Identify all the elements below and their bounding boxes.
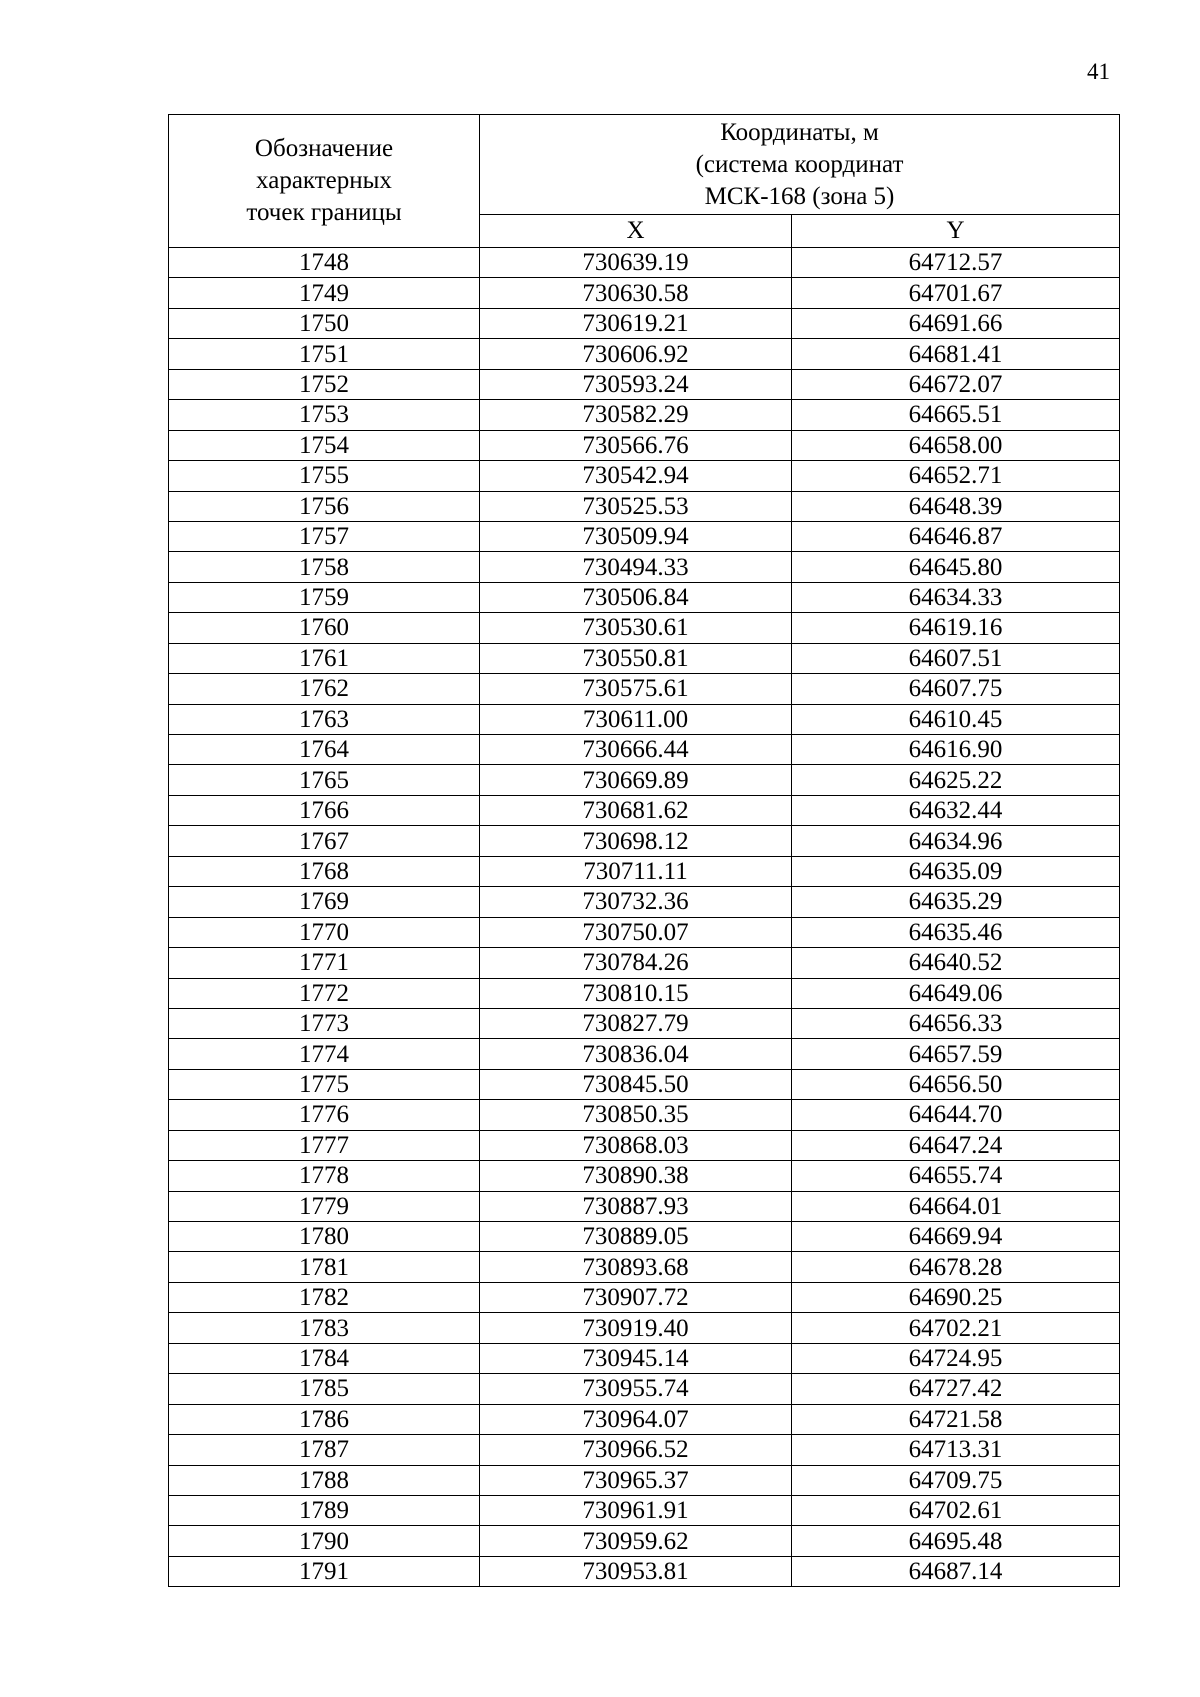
table-row: [169, 917, 1120, 947]
y-coordinate-cell: 64635.46: [792, 917, 1120, 947]
table-row: [169, 521, 1120, 551]
table-row: [169, 1404, 1120, 1434]
table-row: [169, 1252, 1120, 1282]
header-coordinates-line-2: (система координат: [695, 150, 904, 178]
x-coordinate-cell: 730619.21: [480, 308, 792, 338]
table-row: [169, 1008, 1120, 1038]
table-row: [169, 1191, 1120, 1221]
x-coordinate-cell: 730965.37: [480, 1465, 792, 1495]
page-number: 41: [1087, 59, 1110, 84]
table-row: [169, 674, 1120, 704]
table-row: [169, 643, 1120, 673]
y-coordinate-cell: 64635.29: [792, 887, 1120, 917]
table-row: [169, 369, 1120, 399]
x-coordinate-cell: 730836.04: [480, 1039, 792, 1069]
point-id-cell: 1753: [169, 400, 480, 430]
y-coordinate-cell: 64669.94: [792, 1222, 1120, 1252]
y-coordinate-cell: 64616.90: [792, 735, 1120, 765]
y-coordinate-cell: 64664.01: [792, 1191, 1120, 1221]
table-row: [169, 248, 1120, 278]
y-coordinate-cell: 64645.80: [792, 552, 1120, 582]
y-coordinate-cell: 64702.21: [792, 1313, 1120, 1343]
y-coordinate-cell: 64647.24: [792, 1130, 1120, 1160]
table-row: [169, 795, 1120, 825]
x-coordinate-cell: 730850.35: [480, 1100, 792, 1130]
table-row: [169, 400, 1120, 430]
x-coordinate-cell: 730711.11: [480, 856, 792, 886]
y-coordinate-cell: 64619.16: [792, 613, 1120, 643]
x-coordinate-cell: 730630.58: [480, 278, 792, 308]
table-row: [169, 856, 1120, 886]
table-row: [169, 278, 1120, 308]
point-id-cell: 1750: [169, 308, 480, 338]
table-row: [169, 430, 1120, 460]
point-id-cell: 1778: [169, 1161, 480, 1191]
table-row: [169, 552, 1120, 582]
y-coordinate-cell: 64713.31: [792, 1435, 1120, 1465]
point-id-cell: 1755: [169, 461, 480, 491]
x-coordinate-cell: 730845.50: [480, 1069, 792, 1099]
point-id-cell: 1789: [169, 1495, 480, 1525]
table-row: [169, 339, 1120, 369]
x-coordinate-cell: 730698.12: [480, 826, 792, 856]
y-coordinate-cell: 64607.75: [792, 674, 1120, 704]
x-coordinate-cell: 730750.07: [480, 917, 792, 947]
x-coordinate-cell: 730566.76: [480, 430, 792, 460]
point-id-cell: 1779: [169, 1191, 480, 1221]
y-coordinate-cell: 64634.33: [792, 582, 1120, 612]
x-coordinate-cell: 730959.62: [480, 1526, 792, 1556]
y-coordinate-cell: 64712.57: [792, 248, 1120, 278]
y-coordinate-cell: 64649.06: [792, 978, 1120, 1008]
table-row: [169, 735, 1120, 765]
y-coordinate-cell: 64657.59: [792, 1039, 1120, 1069]
table-row: [169, 826, 1120, 856]
y-coordinate-cell: 64678.28: [792, 1252, 1120, 1282]
x-coordinate-cell: 730582.29: [480, 400, 792, 430]
x-coordinate-cell: 730887.93: [480, 1191, 792, 1221]
table-row: [169, 978, 1120, 1008]
header-x: X: [480, 215, 792, 248]
y-coordinate-cell: 64681.41: [792, 339, 1120, 369]
y-coordinate-cell: 64635.09: [792, 856, 1120, 886]
point-id-cell: 1771: [169, 948, 480, 978]
x-coordinate-cell: 730525.53: [480, 491, 792, 521]
table-row: [169, 704, 1120, 734]
point-id-cell: 1784: [169, 1343, 480, 1373]
point-id-cell: 1761: [169, 643, 480, 673]
point-id-cell: 1770: [169, 917, 480, 947]
table-row: [169, 1130, 1120, 1160]
x-coordinate-cell: 730810.15: [480, 978, 792, 1008]
point-id-cell: 1774: [169, 1039, 480, 1069]
x-coordinate-cell: 730961.91: [480, 1495, 792, 1525]
x-coordinate-cell: 730494.33: [480, 552, 792, 582]
point-id-cell: 1756: [169, 491, 480, 521]
x-coordinate-cell: 730893.68: [480, 1252, 792, 1282]
point-id-cell: 1786: [169, 1404, 480, 1434]
y-coordinate-cell: 64656.33: [792, 1008, 1120, 1038]
table-row: [169, 1343, 1120, 1373]
y-coordinate-cell: 64690.25: [792, 1282, 1120, 1312]
x-coordinate-cell: 730827.79: [480, 1008, 792, 1038]
table-row: [169, 1313, 1120, 1343]
x-coordinate-cell: 730606.92: [480, 339, 792, 369]
header-y: Y: [792, 215, 1120, 248]
x-coordinate-cell: 730506.84: [480, 582, 792, 612]
y-coordinate-cell: 64646.87: [792, 521, 1120, 551]
point-id-cell: 1749: [169, 278, 480, 308]
x-coordinate-cell: 730953.81: [480, 1556, 792, 1586]
point-id-cell: 1788: [169, 1465, 480, 1495]
point-id-cell: 1785: [169, 1374, 480, 1404]
point-id-cell: 1791: [169, 1556, 480, 1586]
y-coordinate-cell: 64721.58: [792, 1404, 1120, 1434]
point-id-cell: 1768: [169, 856, 480, 886]
y-coordinate-cell: 64702.61: [792, 1495, 1120, 1525]
table-row: [169, 613, 1120, 643]
y-coordinate-cell: 64695.48: [792, 1526, 1120, 1556]
table-header: [169, 115, 1120, 248]
point-id-cell: 1754: [169, 430, 480, 460]
y-coordinate-cell: 64648.39: [792, 491, 1120, 521]
x-coordinate-cell: 730530.61: [480, 613, 792, 643]
point-id-cell: 1767: [169, 826, 480, 856]
point-id-cell: 1763: [169, 704, 480, 734]
x-coordinate-cell: 730964.07: [480, 1404, 792, 1434]
point-id-cell: 1748: [169, 248, 480, 278]
x-coordinate-cell: 730907.72: [480, 1282, 792, 1312]
y-coordinate-cell: 64625.22: [792, 765, 1120, 795]
y-coordinate-cell: 64640.52: [792, 948, 1120, 978]
header-designation-line-1: Обозначение: [254, 135, 394, 162]
x-coordinate-cell: 730666.44: [480, 735, 792, 765]
table-row: [169, 308, 1120, 338]
table-row: [169, 1069, 1120, 1099]
x-coordinate-cell: 730955.74: [480, 1374, 792, 1404]
point-id-cell: 1760: [169, 613, 480, 643]
y-coordinate-cell: 64687.14: [792, 1556, 1120, 1586]
x-coordinate-cell: 730542.94: [480, 461, 792, 491]
point-id-cell: 1781: [169, 1252, 480, 1282]
x-coordinate-cell: 730966.52: [480, 1435, 792, 1465]
header-coordinates: [480, 115, 1120, 215]
y-coordinate-cell: 64652.71: [792, 461, 1120, 491]
y-coordinate-cell: 64665.51: [792, 400, 1120, 430]
y-coordinate-cell: 64701.67: [792, 278, 1120, 308]
y-coordinate-cell: 64672.07: [792, 369, 1120, 399]
point-id-cell: 1757: [169, 521, 480, 551]
table-row: [169, 1435, 1120, 1465]
header-coordinates-line-3: МСК-168 (зона 5): [704, 182, 895, 210]
table-row: [169, 1161, 1120, 1191]
point-id-cell: 1775: [169, 1069, 480, 1099]
point-id-cell: 1769: [169, 887, 480, 917]
table-row: [169, 765, 1120, 795]
table-row: [169, 1495, 1120, 1525]
x-coordinate-cell: 730784.26: [480, 948, 792, 978]
x-coordinate-cell: 730919.40: [480, 1313, 792, 1343]
point-id-cell: 1751: [169, 339, 480, 369]
x-coordinate-cell: 730945.14: [480, 1343, 792, 1373]
x-coordinate-cell: 730509.94: [480, 521, 792, 551]
point-id-cell: 1782: [169, 1282, 480, 1312]
x-coordinate-cell: 730681.62: [480, 795, 792, 825]
point-id-cell: 1776: [169, 1100, 480, 1130]
point-id-cell: 1766: [169, 795, 480, 825]
point-id-cell: 1783: [169, 1313, 480, 1343]
table-row: [169, 1526, 1120, 1556]
y-coordinate-cell: 64632.44: [792, 795, 1120, 825]
table-row: [169, 1039, 1120, 1069]
table-row: [169, 582, 1120, 612]
table-row: [169, 1556, 1120, 1586]
point-id-cell: 1752: [169, 369, 480, 399]
point-id-cell: 1790: [169, 1526, 480, 1556]
x-coordinate-cell: 730868.03: [480, 1130, 792, 1160]
table-row: [169, 1465, 1120, 1495]
table-row: [169, 887, 1120, 917]
y-coordinate-cell: 64724.95: [792, 1343, 1120, 1373]
table-body: [169, 248, 1120, 1587]
x-coordinate-cell: 730669.89: [480, 765, 792, 795]
y-coordinate-cell: 64656.50: [792, 1069, 1120, 1099]
table-row: [169, 1222, 1120, 1252]
point-id-cell: 1764: [169, 735, 480, 765]
table-row: [169, 1374, 1120, 1404]
point-id-cell: 1758: [169, 552, 480, 582]
point-id-cell: 1773: [169, 1008, 480, 1038]
y-coordinate-cell: 64634.96: [792, 826, 1120, 856]
y-coordinate-cell: 64644.70: [792, 1100, 1120, 1130]
x-coordinate-cell: 730639.19: [480, 248, 792, 278]
y-coordinate-cell: 64691.66: [792, 308, 1120, 338]
x-coordinate-cell: 730575.61: [480, 674, 792, 704]
point-id-cell: 1787: [169, 1435, 480, 1465]
point-id-cell: 1780: [169, 1222, 480, 1252]
x-coordinate-cell: 730550.81: [480, 643, 792, 673]
header-designation: [169, 115, 480, 248]
y-coordinate-cell: 64610.45: [792, 704, 1120, 734]
point-id-cell: 1765: [169, 765, 480, 795]
table-row: [169, 461, 1120, 491]
table-row: [169, 491, 1120, 521]
x-coordinate-cell: 730593.24: [480, 369, 792, 399]
header-designation-line-2: характерных: [256, 167, 392, 194]
table-row: [169, 948, 1120, 978]
table-row: [169, 1282, 1120, 1312]
x-coordinate-cell: 730732.36: [480, 887, 792, 917]
x-coordinate-cell: 730890.38: [480, 1161, 792, 1191]
y-coordinate-cell: 64655.74: [792, 1161, 1120, 1191]
y-coordinate-cell: 64658.00: [792, 430, 1120, 460]
point-id-cell: 1777: [169, 1130, 480, 1160]
table-row: [169, 1100, 1120, 1130]
point-id-cell: 1772: [169, 978, 480, 1008]
point-id-cell: 1759: [169, 582, 480, 612]
point-id-cell: 1762: [169, 674, 480, 704]
header-coordinates-line-1: Координаты, м: [720, 118, 879, 146]
coordinates-table: [168, 114, 1120, 1587]
y-coordinate-cell: 64727.42: [792, 1374, 1120, 1404]
x-coordinate-cell: 730889.05: [480, 1222, 792, 1252]
header-designation-line-3: точек границы: [246, 199, 402, 226]
y-coordinate-cell: 64607.51: [792, 643, 1120, 673]
x-coordinate-cell: 730611.00: [480, 704, 792, 734]
y-coordinate-cell: 64709.75: [792, 1465, 1120, 1495]
